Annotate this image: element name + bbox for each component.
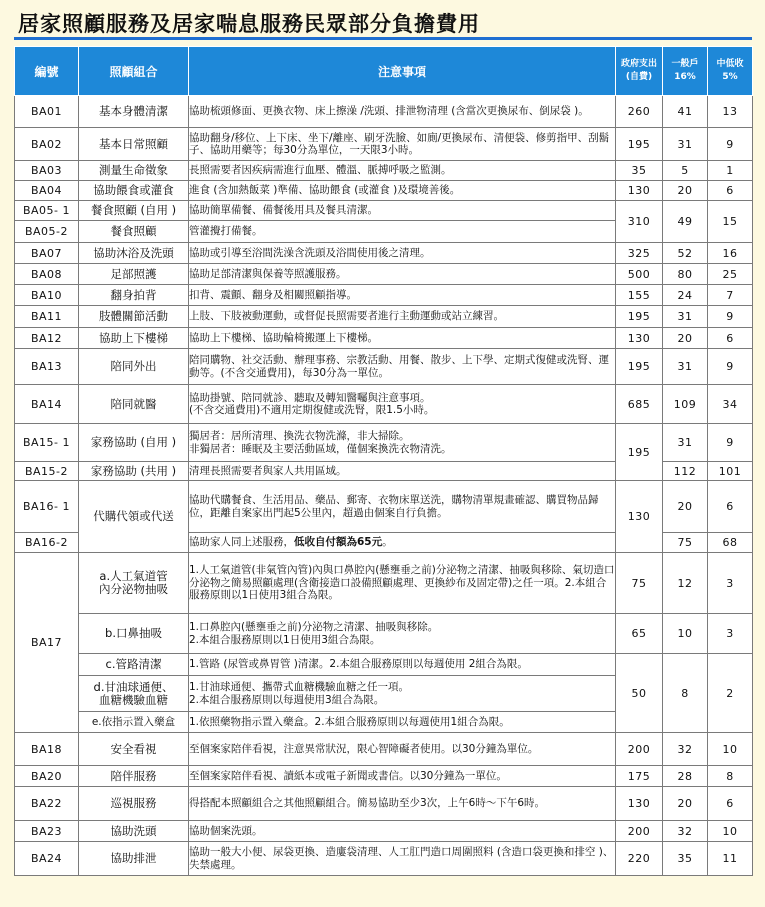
table-row	[15, 306, 753, 328]
row-code: BA22	[15, 787, 79, 821]
row-general: 31	[663, 306, 708, 328]
row-lowmid: 6	[708, 181, 753, 201]
row-lowmid: 6	[708, 328, 753, 349]
row-name: 安全看視	[79, 733, 189, 766]
row-name: c.管路清潔	[79, 654, 189, 676]
row-lowmid: 6	[708, 787, 753, 821]
row-name: 協助上下樓梯	[79, 328, 189, 349]
row-name: 協助洗頭	[79, 821, 189, 842]
row-note: 協助代購餐食、生活用品、藥品、郵寄、衣物床單送洗，購物清單規畫確認、購買物品歸位，距離自案家出門起5公里內，超過由個案自行負擔。	[189, 481, 616, 533]
row-gov: 685	[616, 385, 663, 424]
row-note: 陪同購物、社交活動、辦理事務、宗教活動、用餐、散步、上下學、定期式復健或洗腎、運動等。(不含交通費用)，每30分為一單位。	[189, 349, 616, 385]
row-name: 陪同外出	[79, 349, 189, 385]
row-name: 協助餵食或灌食	[79, 181, 189, 201]
row-name: 協助沐浴及洗頭	[79, 243, 189, 264]
row-lowmid: 10	[708, 821, 753, 842]
row-general: 112	[663, 462, 708, 481]
row-lowmid: 8	[708, 766, 753, 787]
row-gov: 220	[616, 842, 663, 876]
table-row	[15, 328, 753, 349]
row-lowmid: 3	[708, 553, 753, 614]
fee-table	[14, 46, 753, 876]
row-name: 陪同就醫	[79, 385, 189, 424]
row-gov: 65	[616, 614, 663, 654]
table-row	[15, 614, 753, 654]
row-gov: 500	[616, 264, 663, 285]
row-note: 協助一般大小便、尿袋更換、造廔袋清理、人工肛門造口周圍照料 (含造口袋更換和排空 )、失禁處理。	[189, 842, 616, 876]
row-gov: 325	[616, 243, 663, 264]
row-general: 32	[663, 733, 708, 766]
row-note: 協助足部清潔與保養等照護服務。	[189, 264, 616, 285]
row-name: 基本日常照顧	[79, 128, 189, 161]
header-general	[663, 47, 708, 96]
row-gov: 195	[616, 424, 663, 481]
row-gov: 260	[616, 96, 663, 128]
row-general: 31	[663, 424, 708, 462]
row-name: 家務協助 (自用 )	[79, 424, 189, 462]
table-row	[15, 181, 753, 201]
row-lowmid: 9	[708, 306, 753, 328]
row-code: BA17	[15, 553, 79, 733]
row-general: 20	[663, 328, 708, 349]
row-general: 24	[663, 285, 708, 306]
row-code: BA23	[15, 821, 79, 842]
table-row	[15, 285, 753, 306]
row-gov: 130	[616, 181, 663, 201]
header-gov-line1: 政府支出	[620, 59, 657, 69]
row-lowmid: 2	[708, 654, 753, 733]
row-note: 得搭配本照顧組合之其他照顧組合。簡易協助至少3次，上午6時～下午6時。	[189, 787, 616, 821]
row-note-line: 協助掛號、陪同就診、聽取及轉知醫囑與注意事項。	[189, 391, 431, 404]
row-name: 家務協助 (共用 )	[79, 462, 189, 481]
row-name-line: a.人工氣道管	[99, 569, 168, 583]
table-header-row	[15, 47, 753, 96]
table-row	[15, 161, 753, 181]
row-code: BA18	[15, 733, 79, 766]
row-general: 31	[663, 128, 708, 161]
row-general: 8	[663, 654, 708, 733]
row-name: 足部照護	[79, 264, 189, 285]
row-lowmid: 7	[708, 285, 753, 306]
table-row	[15, 264, 753, 285]
row-note: 協助或引導至浴間洗澡含洗頭及浴間使用後之清理。	[189, 243, 616, 264]
row-note: 協助翻身/移位、上下床、坐下/離座、刷牙洗臉、如廁/更換尿布、清便袋、修剪指甲、刮鬍子、協助用藥等；每30分為單位，一天限3小時。	[189, 128, 616, 161]
row-note	[189, 676, 616, 712]
row-name	[79, 553, 189, 614]
row-lowmid: 11	[708, 842, 753, 876]
row-code: BA02	[15, 128, 79, 161]
row-note-line: 1.甘油球通便、攜帶式血糖機驗血糖之任一項。	[189, 681, 410, 693]
row-note: 1.依照藥物指示置入藥盒。2.本組合服務原則以每週使用1組合為限。	[189, 712, 616, 733]
row-gov: 50	[616, 654, 663, 733]
row-code: BA05- 1	[15, 201, 79, 221]
title-rule	[14, 37, 752, 40]
row-general: 20	[663, 481, 708, 533]
row-note: 清理長照需要者與家人共用區域。	[189, 462, 616, 481]
table-row	[15, 842, 753, 876]
row-code: BA16-2	[15, 533, 79, 553]
row-lowmid: 68	[708, 533, 753, 553]
row-name: b.口鼻抽吸	[79, 614, 189, 654]
row-general: 35	[663, 842, 708, 876]
row-name-line: 內分泌物抽吸	[99, 582, 168, 596]
row-gov: 175	[616, 766, 663, 787]
row-lowmid: 9	[708, 349, 753, 385]
row-code: BA16- 1	[15, 481, 79, 533]
table-row	[15, 654, 753, 676]
row-general: 32	[663, 821, 708, 842]
row-note: 扣背、震顫、翻身及相關照顧指導。	[189, 285, 616, 306]
row-code: BA04	[15, 181, 79, 201]
row-gov: 195	[616, 128, 663, 161]
row-code: BA15-2	[15, 462, 79, 481]
table-row	[15, 385, 753, 424]
row-general: 31	[663, 349, 708, 385]
row-lowmid: 9	[708, 128, 753, 161]
row-general: 20	[663, 181, 708, 201]
header-general-line2: 16%	[674, 72, 696, 82]
row-lowmid: 101	[708, 462, 753, 481]
row-code: BA03	[15, 161, 79, 181]
row-name: 餐食照顧 (自用 )	[79, 201, 189, 221]
row-gov: 195	[616, 306, 663, 328]
row-code: BA05-2	[15, 221, 79, 243]
header-lowmid	[708, 47, 753, 96]
row-name: 翻身拍背	[79, 285, 189, 306]
row-note	[189, 533, 616, 553]
row-general: 52	[663, 243, 708, 264]
row-gov: 310	[616, 201, 663, 243]
row-code: BA24	[15, 842, 79, 876]
row-note-highlight: 低收自付額為65元	[294, 536, 383, 549]
header-name: 照顧組合	[79, 47, 189, 96]
row-note: 管灌攪打備餐。	[189, 221, 616, 243]
page-title: 居家照顧服務及居家喘息服務民眾部分負擔費用	[18, 11, 480, 36]
row-code: BA08	[15, 264, 79, 285]
row-code: BA14	[15, 385, 79, 424]
row-gov: 130	[616, 328, 663, 349]
row-gov: 155	[616, 285, 663, 306]
row-name: 測量生命徵象	[79, 161, 189, 181]
table-row	[15, 349, 753, 385]
row-note: 1.管路 (尿管或鼻胃管 )清潔。2.本組合服務原則以每週使用 2組合為限。	[189, 654, 616, 676]
table-row	[15, 481, 753, 533]
table-row	[15, 733, 753, 766]
row-note	[189, 424, 616, 462]
row-lowmid: 9	[708, 424, 753, 462]
row-general: 12	[663, 553, 708, 614]
row-name-line: d.甘油球通便、	[93, 679, 174, 694]
row-lowmid: 13	[708, 96, 753, 128]
header-lowmid-line1: 中低收	[716, 59, 744, 69]
row-general: 5	[663, 161, 708, 181]
table-row	[15, 201, 753, 221]
row-lowmid: 16	[708, 243, 753, 264]
row-note-line: 2.本組合服務原則以每週使用3組合為限。	[189, 693, 385, 706]
row-code: BA20	[15, 766, 79, 787]
row-note: 協助上下樓梯、協助輪椅搬運上下樓梯。	[189, 328, 616, 349]
table-row	[15, 553, 753, 614]
row-note-text: 。	[382, 536, 393, 549]
table-row	[15, 424, 753, 462]
header-note: 注意事項	[189, 47, 616, 96]
row-code: BA15- 1	[15, 424, 79, 462]
table-row	[15, 128, 753, 161]
row-lowmid: 10	[708, 733, 753, 766]
row-note: 協助個案洗頭。	[189, 821, 616, 842]
header-general-line1: 一般戶	[671, 59, 699, 69]
row-lowmid: 3	[708, 614, 753, 654]
row-note-line: (不含交通費用)不適用定期復健或洗腎，限1.5小時。	[189, 404, 435, 416]
row-name: 基本身體清潔	[79, 96, 189, 128]
row-name: 陪伴服務	[79, 766, 189, 787]
row-gov: 130	[616, 787, 663, 821]
row-note-line: 非獨居者：睡眠及主要活動區域，僅個案換洗衣物清洗。	[189, 442, 452, 455]
row-gov: 200	[616, 733, 663, 766]
row-general: 10	[663, 614, 708, 654]
row-general: 49	[663, 201, 708, 243]
header-gov-line2: (自費)	[625, 72, 653, 82]
row-gov: 195	[616, 349, 663, 385]
row-note	[189, 385, 616, 424]
row-general: 80	[663, 264, 708, 285]
row-gov: 75	[616, 553, 663, 614]
row-general: 75	[663, 533, 708, 553]
row-name: 巡視服務	[79, 787, 189, 821]
row-code: BA10	[15, 285, 79, 306]
row-name: 肢體關節活動	[79, 306, 189, 328]
row-code: BA12	[15, 328, 79, 349]
row-code: BA01	[15, 96, 79, 128]
header-code: 編號	[15, 47, 79, 96]
row-general: 28	[663, 766, 708, 787]
row-name: 代購代領或代送	[79, 481, 189, 553]
row-note: 上肢、下肢被動運動，或督促長照需要者進行主動運動或站立練習。	[189, 306, 616, 328]
row-note-line: 2.本組合服務原則以1日使用3組合為限。	[189, 633, 381, 646]
table-row	[15, 821, 753, 842]
header-lowmid-line2: 5%	[722, 72, 738, 82]
row-general: 20	[663, 787, 708, 821]
row-name-line: 血糖機驗血糖	[99, 692, 168, 707]
row-name	[79, 676, 189, 712]
row-note: 協助梳頭修面、更換衣物、床上擦澡 /洗頭、排泄物清理 (含當次更換尿布、倒尿袋 )。	[189, 96, 616, 128]
row-note: 協助簡單備餐、備餐後用具及餐具清潔。	[189, 201, 616, 221]
row-note-line: 獨居者：居所清理、換洗衣物洗滌，非大掃除。	[189, 430, 410, 442]
row-lowmid: 25	[708, 264, 753, 285]
row-note-text: 協助家人同上述服務，	[189, 536, 294, 549]
row-lowmid: 6	[708, 481, 753, 533]
row-lowmid: 34	[708, 385, 753, 424]
row-name: e.依指示置入藥盒	[79, 712, 189, 733]
table-row	[15, 787, 753, 821]
row-lowmid: 15	[708, 201, 753, 243]
row-name: 協助排泄	[79, 842, 189, 876]
row-code: BA13	[15, 349, 79, 385]
row-general: 41	[663, 96, 708, 128]
row-name: 餐食照顧	[79, 221, 189, 243]
row-general: 109	[663, 385, 708, 424]
row-lowmid: 1	[708, 161, 753, 181]
row-code: BA07	[15, 243, 79, 264]
row-code: BA11	[15, 306, 79, 328]
row-note: 至個案家陪伴看視，注意異常狀況，限心智障礙者使用。以30分鐘為單位。	[189, 733, 616, 766]
table-row	[15, 766, 753, 787]
table-row	[15, 243, 753, 264]
row-gov: 35	[616, 161, 663, 181]
header-gov	[616, 47, 663, 96]
row-note: 1.人工氣道管(非氣管內管)內與口鼻腔內(懸壅垂之前)分泌物之清潔、抽吸與移除、氣切造口分泌物之簡易照顧處理(含衛接造口設備照顧處理、更換紗布及固定帶)之任一項。2.本組合服務原則以1日使用3組合為限。	[189, 553, 616, 614]
table-row	[15, 96, 753, 128]
row-note	[189, 614, 616, 654]
row-note: 至個案家陪伴看視、讀紙本或電子新聞或書信。以30分鐘為一單位。	[189, 766, 616, 787]
row-gov: 200	[616, 821, 663, 842]
row-note: 進食 (含加熱飯菜 )準備、協助餵食 (或灌食 )及環境善後。	[189, 181, 616, 201]
row-note: 長照需要者因疾病需進行血壓、體溫、脈搏呼吸之監測。	[189, 161, 616, 181]
row-note-line: 1.口鼻腔內(懸壅垂之前)分泌物之清潔、抽吸與移除。	[189, 621, 439, 633]
row-gov: 130	[616, 481, 663, 553]
